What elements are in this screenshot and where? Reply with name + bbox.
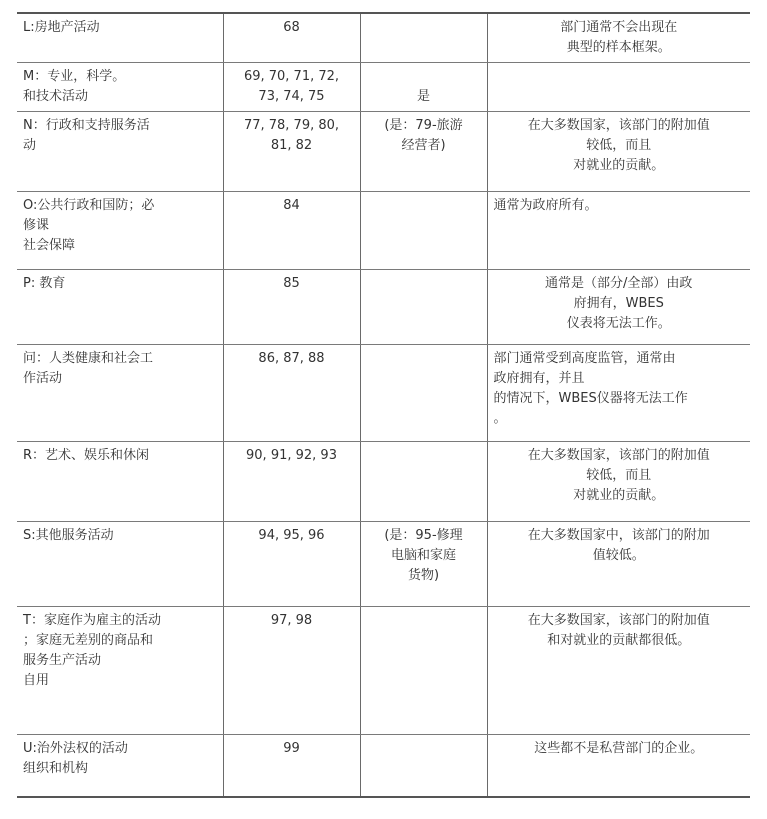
section-cell: L:房地产活动 (17, 13, 223, 63)
isic-codes-cell: 86, 87, 88 (223, 345, 360, 442)
included-cell: (是：79-旅游 经营者) (360, 112, 487, 192)
isic-codes-cell: 69, 70, 71, 72, 73, 74, 75 (223, 63, 360, 112)
isic-codes-cell: 85 (223, 270, 360, 345)
section-cell: R：艺术、娱乐和休闲 (17, 442, 223, 522)
section-cell: T：家庭作为雇主的活动 ；家庭无差别的商品和 服务生产活动 自用 (17, 607, 223, 735)
section-cell: P: 教育 (17, 270, 223, 345)
reason-cell: 在大多数国家，该部门的附加值 较低，而且 对就业的贡献。 (487, 442, 750, 522)
included-cell (360, 270, 487, 345)
section-cell: N：行政和支持服务活 动 (17, 112, 223, 192)
reason-cell: 在大多数国家，该部门的附加值 和对就业的贡献都很低。 (487, 607, 750, 735)
isic-codes-cell: 68 (223, 13, 360, 63)
isic-codes-cell: 84 (223, 192, 360, 270)
reason-cell: 在大多数国家，该部门的附加值 较低，而且 对就业的贡献。 (487, 112, 750, 192)
isic-codes-cell: 94, 95, 96 (223, 522, 360, 607)
table-row (17, 345, 750, 442)
table-row (17, 13, 750, 63)
included-cell (360, 607, 487, 735)
reason-cell: 部门通常不会出现在 典型的样本框架。 (487, 13, 750, 63)
isic-codes-cell: 99 (223, 735, 360, 797)
section-cell: S:其他服务活动 (17, 522, 223, 607)
section-cell: U:治外法权的活动 组织和机构 (17, 735, 223, 797)
included-cell (360, 13, 487, 63)
table-row (17, 522, 750, 607)
included-cell: 是 (360, 63, 487, 112)
section-cell: 问：人类健康和社会工 作活动 (17, 345, 223, 442)
table-row (17, 607, 750, 735)
reason-cell: 在大多数国家中，该部门的附加 值较低。 (487, 522, 750, 607)
included-cell: (是：95-修理 电脑和家庭 货物) (360, 522, 487, 607)
isic-codes-cell: 90, 91, 92, 93 (223, 442, 360, 522)
included-cell (360, 442, 487, 522)
included-cell (360, 345, 487, 442)
reason-cell: 这些都不是私营部门的企业。 (487, 735, 750, 797)
table-row (17, 192, 750, 270)
reason-cell: 部门通常受到高度监管，通常由 政府拥有，并且 的情况下，WBES仪器将无法工作 。 (487, 345, 750, 442)
reason-cell: 通常是（部分/全部）由政 府拥有，WBES 仪表将无法工作。 (487, 270, 750, 345)
table-row (17, 442, 750, 522)
table-row (17, 63, 750, 112)
isic-codes-cell: 97, 98 (223, 607, 360, 735)
sector-table (17, 12, 750, 798)
table-row (17, 735, 750, 797)
reason-cell (487, 63, 750, 112)
included-cell (360, 192, 487, 270)
isic-codes-cell: 77, 78, 79, 80, 81, 82 (223, 112, 360, 192)
table-row (17, 270, 750, 345)
reason-cell: 通常为政府所有。 (487, 192, 750, 270)
section-cell: O:公共行政和国防；必 修课 社会保障 (17, 192, 223, 270)
table-row (17, 112, 750, 192)
section-cell: M：专业，科学。 和技术活动 (17, 63, 223, 112)
included-cell (360, 735, 487, 797)
